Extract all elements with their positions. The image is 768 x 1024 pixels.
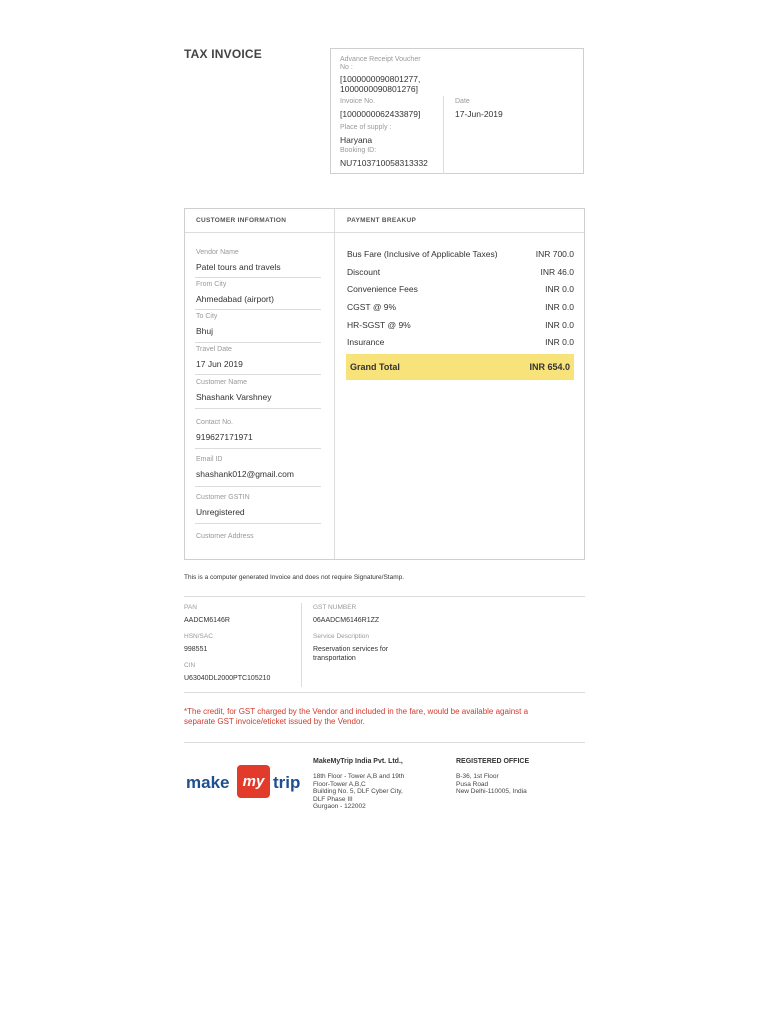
hsn-label: HSN/SAC xyxy=(184,633,213,640)
tax-info-divider xyxy=(301,603,302,687)
payment-row xyxy=(347,267,574,277)
registered-office-address xyxy=(456,773,584,796)
voucher-value-2: 1000000090801276] xyxy=(340,84,418,94)
payment-row xyxy=(347,337,574,347)
section-divider xyxy=(184,596,585,597)
grand-total-label: Grand Total xyxy=(350,362,400,372)
column-divider xyxy=(334,209,335,559)
payment-row-label: Bus Fare (Inclusive of Applicable Taxes) xyxy=(347,249,498,259)
payment-row-amount: INR 0.0 xyxy=(545,284,574,294)
voucher-value-1: [1000000090801277, xyxy=(340,74,421,84)
to-city-label: To City xyxy=(196,313,218,320)
voucher-label: Advance Receipt Voucher No : xyxy=(340,56,421,71)
hsn-value: 998551 xyxy=(184,646,208,653)
payment-row-amount: INR 0.0 xyxy=(545,320,574,330)
payment-row-label: Discount xyxy=(347,267,381,277)
payment-row-amount: INR 0.0 xyxy=(545,337,574,347)
section-header-divider xyxy=(185,232,584,233)
section-divider xyxy=(184,742,585,743)
payment-row-label: CGST @ 9% xyxy=(347,302,397,312)
date-label: Date xyxy=(455,98,470,105)
page-title: TAX INVOICE xyxy=(184,47,262,61)
invoice-label: Invoice No. xyxy=(340,98,376,105)
receipt-divider xyxy=(443,96,444,174)
payment-row-label: Insurance xyxy=(347,337,385,347)
gst-label: GST NUMBER xyxy=(313,604,357,611)
invoice-value: [1000000062433879] xyxy=(340,109,421,119)
customer-row-divider xyxy=(195,448,321,449)
travel-date-value: 17 Jun 2019 xyxy=(196,359,243,369)
date-value: 17-Jun-2019 xyxy=(455,109,503,119)
from-city-label: From City xyxy=(196,281,227,288)
grand-total-row xyxy=(346,354,574,380)
company-address-line: 18th Floor - Tower A,B and 19th xyxy=(313,773,405,780)
gstin-label: Customer GSTIN xyxy=(196,494,250,501)
email-value: shashank012@gmail.com xyxy=(196,469,294,479)
customer-row-divider xyxy=(195,408,321,409)
customer-row-divider xyxy=(195,309,321,310)
from-city-value: Ahmedabad (airport) xyxy=(196,294,274,304)
service-value-1: Reservation services for xyxy=(313,646,389,653)
payment-row-label: HR-SGST @ 9% xyxy=(347,320,411,330)
service-value-2: transportation xyxy=(313,655,356,662)
place-label: Place of supply : xyxy=(340,124,392,131)
customer-name-label: Customer Name xyxy=(196,379,247,386)
payment-row xyxy=(347,284,574,294)
gst-value: 06AADCM6146R1ZZ xyxy=(313,617,380,624)
gst-credit-line-2: separate GST invoice/eticket issued by the Vendor. xyxy=(184,717,365,726)
place-value: Haryana xyxy=(340,135,373,145)
payment-row xyxy=(347,249,574,259)
gst-credit-line-1: *The credit, for GST charged by the Vendor and included in the fare, would be available against a xyxy=(184,707,529,716)
customer-section-title: CUSTOMER INFORMATION xyxy=(196,217,287,224)
office-address-line: Pusa Road xyxy=(456,780,489,788)
company-address xyxy=(313,773,441,811)
customer-row-divider xyxy=(195,277,321,278)
registered-office-title: REGISTERED OFFICE xyxy=(456,758,530,765)
customer-row-divider xyxy=(195,523,321,524)
contact-label: Contact No. xyxy=(196,419,233,426)
payment-row xyxy=(347,320,574,330)
contact-value: 919627171971 xyxy=(196,432,253,442)
customer-name-value: Shashank Varshney xyxy=(196,392,272,402)
booking-value: NU7103710058313332 xyxy=(340,158,428,168)
cin-label: CIN xyxy=(184,662,196,669)
vendor-label: Vendor Name xyxy=(196,249,239,256)
payment-row-label: Convenience Fees xyxy=(347,284,418,294)
pan-label: PAN xyxy=(184,604,197,611)
company-address-line: Gurgaon - 122002 xyxy=(313,803,366,810)
payment-row-amount: INR 46.0 xyxy=(540,267,574,277)
company-address-line: Floor-Tower A,B,C xyxy=(313,780,366,788)
customer-row-divider xyxy=(195,374,321,375)
customer-row-divider xyxy=(195,486,321,487)
to-city-value: Bhuj xyxy=(196,326,214,336)
travel-date-label: Travel Date xyxy=(196,346,232,353)
logo-my-box: my xyxy=(237,765,270,798)
payment-section-title: PAYMENT BREAKUP xyxy=(347,217,417,224)
service-label: Service Description xyxy=(313,633,369,640)
logo-make-text: make xyxy=(186,773,230,792)
gst-credit-note xyxy=(184,707,584,727)
grand-total-value: INR 654.0 xyxy=(529,362,570,372)
payment-row-amount: INR 700.0 xyxy=(535,249,574,259)
customer-row-divider xyxy=(195,342,321,343)
office-address-line: B-36, 1st Floor xyxy=(456,773,499,780)
address-label: Customer Address xyxy=(196,533,254,540)
makemytrip-logo xyxy=(186,763,312,803)
signature-note: This is a computer generated Invoice and does not require Signature/Stamp. xyxy=(184,574,405,581)
company-address-line: DLF Phase III xyxy=(313,795,353,803)
pan-value: AADCM6146R xyxy=(184,617,230,624)
logo-trip-text: trip xyxy=(273,773,301,792)
booking-label: Booking ID: xyxy=(340,147,377,154)
vendor-value: Patel tours and travels xyxy=(196,262,281,272)
payment-row-amount: INR 0.0 xyxy=(545,302,574,312)
email-label: Email ID xyxy=(196,456,223,463)
payment-row xyxy=(347,302,574,312)
cin-value: U63040DL2000PTC105210 xyxy=(184,675,271,682)
company-address-line: Building No. 5, DLF Cyber City, xyxy=(313,788,403,795)
gstin-value: Unregistered xyxy=(196,507,245,517)
office-address-line: New Delhi-110005, India xyxy=(456,788,527,795)
company-title: MakeMyTrip India Pvt. Ltd., xyxy=(313,758,403,765)
section-divider xyxy=(184,692,585,693)
